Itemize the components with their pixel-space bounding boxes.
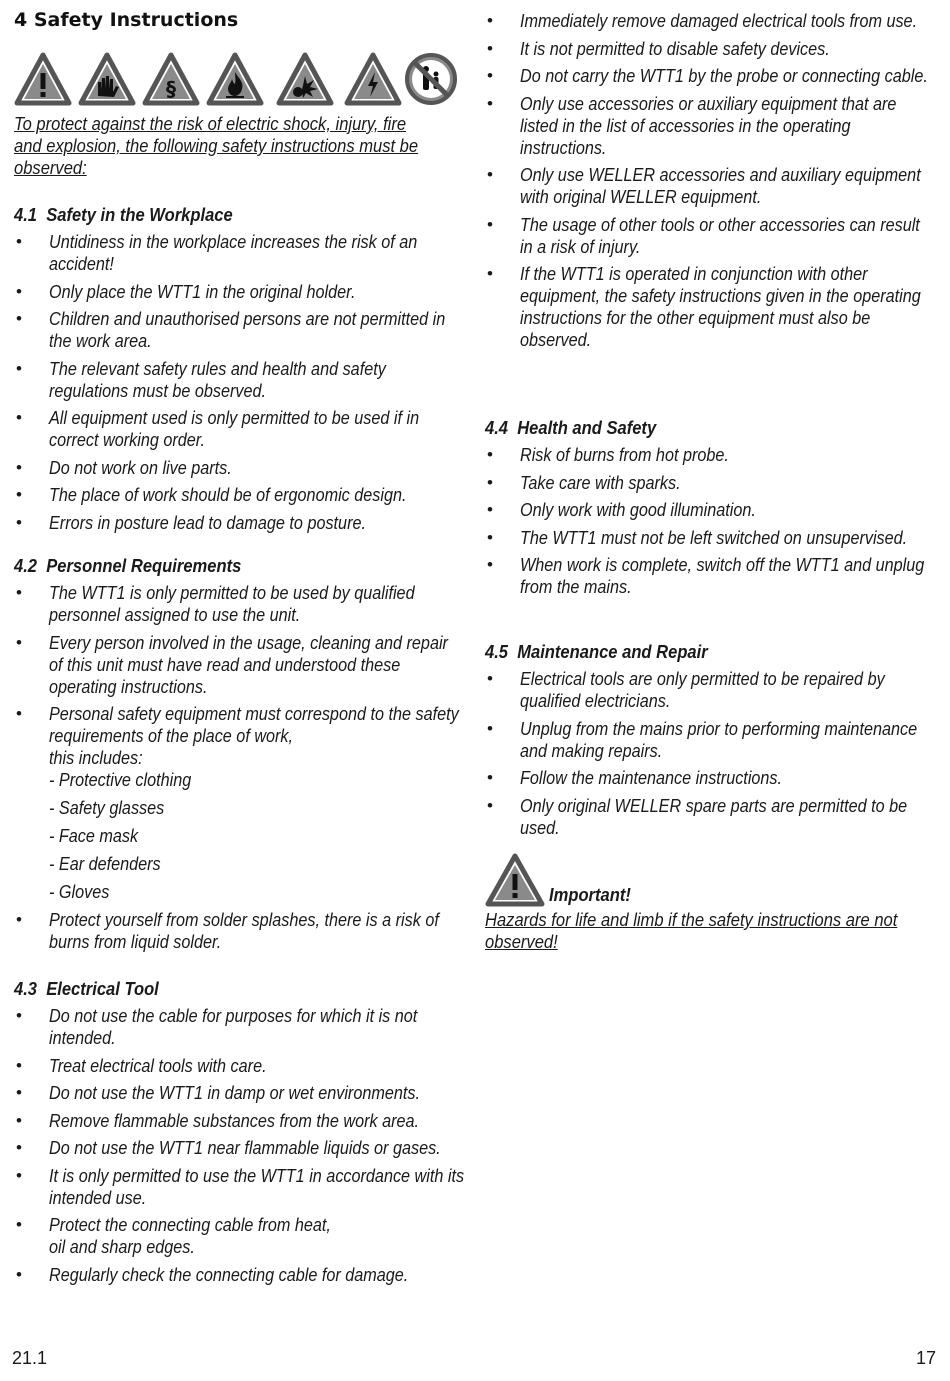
section-heading: 4.3 Electrical Tool xyxy=(14,979,159,999)
version-number: 21.1 xyxy=(12,1348,48,1368)
list-item: • Errors in posture lead to damage to posture. xyxy=(14,512,466,534)
list-item: • Personal safety equipment must correspond to the safety requirements of the place of work, this includes: xyxy=(14,703,466,769)
list-item: • The WTT1 must not be left switched on unsupervised. xyxy=(485,527,937,549)
list-item: • Protect the connecting cable from heat, oil and sharp edges. xyxy=(14,1214,466,1258)
list-item: • Do not carry the WTT1 by the probe or connecting cable. xyxy=(485,65,937,87)
list-item: • Untidiness in the workplace increases the risk of an accident! xyxy=(14,231,466,275)
no-unauthorised-persons-icon xyxy=(404,52,458,106)
section-personnel xyxy=(14,555,466,959)
list-item: • Only place the WTT1 in the original holder. xyxy=(14,281,466,303)
list-item: • All equipment used is only permitted to be used if in correct working order. xyxy=(14,407,466,451)
list-item: • The place of work should be of ergonomic design. xyxy=(14,484,466,506)
list-item: • Only use accessories or auxiliary equipment that are listed in the list of accessories in the operating instructions. xyxy=(485,93,937,159)
list-item: • The WTT1 is only permitted to be used by qualified personnel assigned to use the unit. xyxy=(14,582,466,626)
list-item: • Protect yourself from solder splashes, there is a risk of burns from liquid solder. xyxy=(14,909,466,953)
section-maintenance xyxy=(485,641,937,844)
page-title: 4 Safety Instructions xyxy=(14,9,239,31)
ppe-sub-list xyxy=(14,769,466,903)
section-workplace xyxy=(14,204,466,539)
list-item: • Only use WELLER accessories and auxiliary equipment with original WELLER equipment. xyxy=(485,164,937,208)
list-item: • Regularly check the connecting cable for damage. xyxy=(14,1264,466,1286)
list-item: • The usage of other tools or other accessories can result in a risk of injury. xyxy=(485,214,937,258)
electrical-hazard-icon xyxy=(344,52,402,106)
list-item: • When work is complete, switch off the WTT1 and unplug from the mains. xyxy=(485,554,937,598)
important-label: Important! xyxy=(549,885,631,905)
list-item: • Every person involved in the usage, cleaning and repair of this unit must have read and understood these operating instructions. xyxy=(14,632,466,698)
list-item: • Children and unauthorised persons are not permitted in the work area. xyxy=(14,308,466,352)
sub-item: - Gloves xyxy=(49,882,110,902)
list-item: • Remove flammable substances from the work area. xyxy=(14,1110,466,1132)
list-item: • Only original WELLER spare parts are permitted to be used. xyxy=(485,795,937,839)
general-warning-icon xyxy=(14,52,72,106)
list-item: • Do not use the WTT1 in damp or wet environments. xyxy=(14,1082,466,1104)
svg-text:§: § xyxy=(166,77,176,101)
list-item: • Risk of burns from hot probe. xyxy=(485,444,937,466)
section-heading: 4.1 Safety in the Workplace xyxy=(14,205,233,225)
section-electrical-tool xyxy=(14,978,466,1291)
list-item: • Do not use the cable for purposes for which it is not intended. xyxy=(14,1005,466,1049)
flammable-icon xyxy=(206,52,264,106)
sub-item: - Protective clothing xyxy=(49,770,192,790)
sub-item: - Safety glasses xyxy=(49,798,165,818)
list-item: • The relevant safety rules and health and safety regulations must be observed. xyxy=(14,358,466,402)
list-item: • Do not use the WTT1 near flammable liquids or gases. xyxy=(14,1137,466,1159)
section-heading: 4.4 Health and Safety xyxy=(485,418,657,438)
section-health-safety xyxy=(485,417,937,604)
important-text: Hazards for life and limb if the safety instructions are not observed! xyxy=(485,910,898,952)
list-item: • It is only permitted to use the WTT1 in accordance with its intended use. xyxy=(14,1165,466,1209)
list-item: • Treat electrical tools with care. xyxy=(14,1055,466,1077)
list-item: • Do not work on live parts. xyxy=(14,457,466,479)
list-item: • Unplug from the mains prior to performing maintenance and making repairs. xyxy=(485,718,937,762)
list-item: • Only work with good illumination. xyxy=(485,499,937,521)
sub-item: - Face mask xyxy=(49,826,139,846)
hand-hazard-icon xyxy=(78,52,136,106)
list-item: • If the WTT1 is operated in conjunction with other equipment, the safety instructions given in the operating instructions for the other equipment must also be observed. xyxy=(485,263,937,351)
list-item: • It is not permitted to disable safety devices. xyxy=(485,38,937,60)
safety-icons-row xyxy=(14,52,464,108)
list-item: • Follow the maintenance instructions. xyxy=(485,767,937,789)
list-item: • Immediately remove damaged electrical tools from use. xyxy=(485,10,937,32)
explosive-icon xyxy=(276,52,334,106)
section-heading: 4.2 Personnel Requirements xyxy=(14,556,242,576)
list-item: • Take care with sparks. xyxy=(485,472,937,494)
regulation-paragraph-icon xyxy=(142,52,200,106)
page-number: 17 xyxy=(915,1348,936,1368)
section-electrical-tool-continued xyxy=(485,10,937,357)
list-item: • Electrical tools are only permitted to be repaired by qualified electricians. xyxy=(485,668,937,712)
warning-icon xyxy=(485,853,545,907)
intro-text: To protect against the risk of electric shock, injury, fire and explosion, the following safety instructions must be observed: xyxy=(14,114,419,178)
important-notice xyxy=(485,853,935,953)
section-heading: 4.5 Maintenance and Repair xyxy=(485,642,708,662)
sub-item: - Ear defenders xyxy=(49,854,161,874)
